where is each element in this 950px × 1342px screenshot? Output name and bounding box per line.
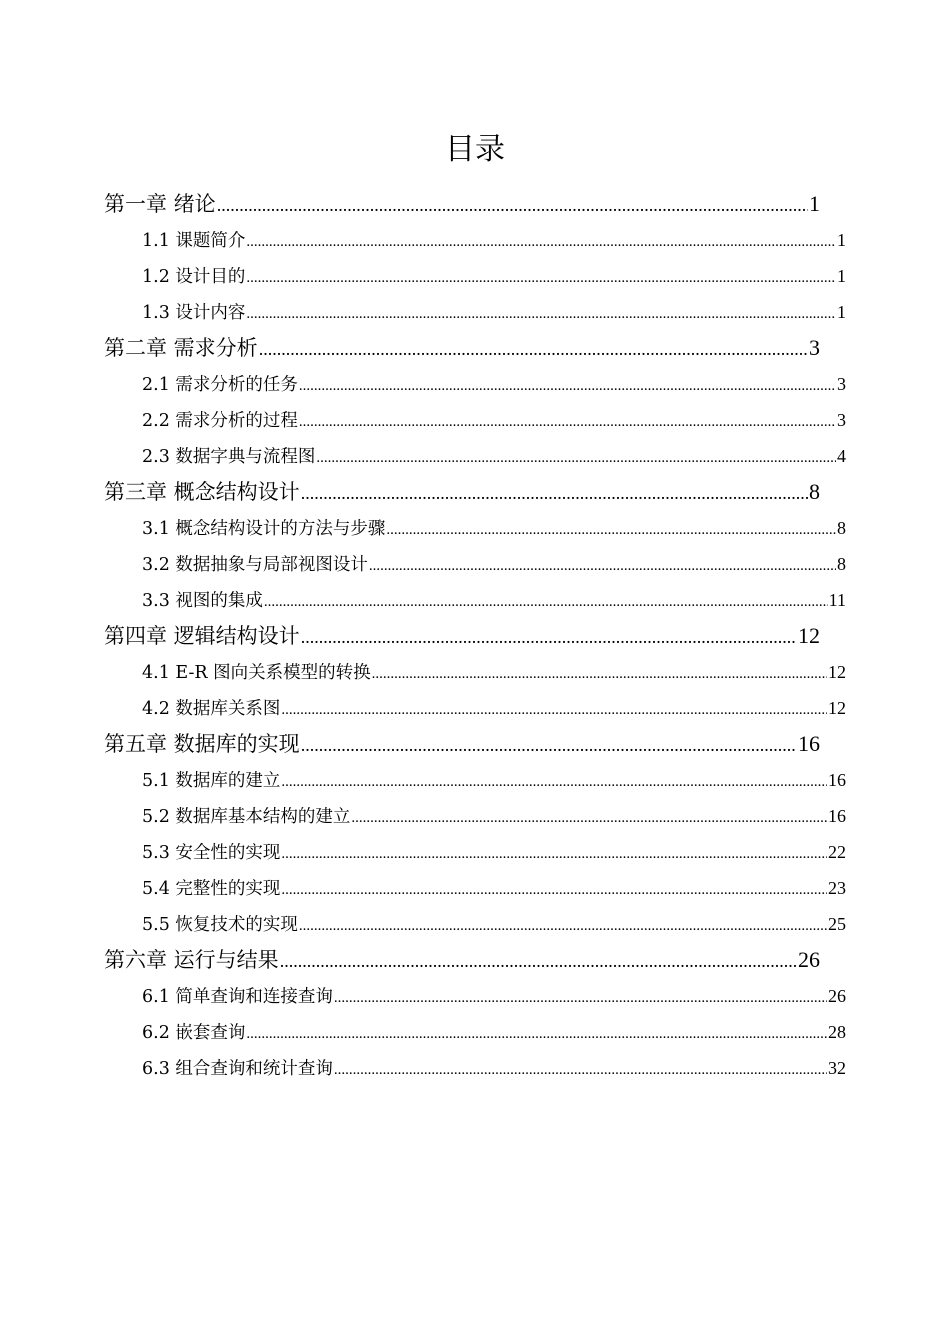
toc-chapter-entry[interactable] <box>104 330 820 366</box>
toc-section-entry[interactable] <box>142 654 846 690</box>
toc-section-entry[interactable] <box>142 510 846 546</box>
dot-leader <box>246 1016 827 1050</box>
toc-page-number: 8 <box>837 518 846 538</box>
dot-leader <box>217 187 808 222</box>
toc-page-number: 1 <box>837 302 846 322</box>
toc-page-number: 16 <box>828 770 846 790</box>
toc-section-entry[interactable] <box>142 834 846 870</box>
toc-entry-label: 第五章 数据库的实现 <box>104 732 300 756</box>
toc-entry-label: 第四章 逻辑结构设计 <box>104 624 300 648</box>
toc-chapter-entry[interactable] <box>104 942 820 978</box>
toc-entry-label: 3.2 数据抽象与局部视图设计 <box>142 555 368 575</box>
toc-section-entry[interactable] <box>142 906 846 942</box>
dot-leader <box>281 872 827 906</box>
toc-section-entry[interactable] <box>142 762 846 798</box>
toc-page-number: 23 <box>828 878 846 898</box>
toc-title: 目录 <box>445 132 505 167</box>
dot-leader <box>246 296 836 330</box>
toc-page-number: 12 <box>828 698 846 718</box>
toc-entry-label: 2.2 需求分析的过程 <box>142 411 298 431</box>
dot-leader <box>301 619 797 654</box>
toc-section-entry[interactable] <box>142 1014 846 1050</box>
toc-page-number: 8 <box>837 554 846 574</box>
toc-entry-label: 6.3 组合查询和统计查询 <box>142 1059 333 1079</box>
toc-chapter-entry[interactable] <box>104 618 820 654</box>
toc-entry-label: 5.2 数据库基本结构的建立 <box>142 807 351 827</box>
toc-page-number: 3 <box>837 410 846 430</box>
dot-leader <box>280 943 797 978</box>
toc-entry-label: 5.5 恢复技术的实现 <box>142 915 298 935</box>
toc-entry-label: 1.1 课题简介 <box>142 231 246 251</box>
toc-entry-label: 1.2 设计目的 <box>142 267 246 287</box>
dot-leader <box>316 440 836 474</box>
dot-leader <box>299 404 836 438</box>
dot-leader <box>246 224 836 258</box>
dot-leader <box>281 692 827 726</box>
toc-entry-label: 第一章 绪论 <box>104 192 216 216</box>
dot-leader <box>246 260 836 294</box>
toc-page-number: 1 <box>809 191 820 216</box>
toc-section-entry[interactable] <box>142 222 846 258</box>
toc-entry-label: 4.2 数据库关系图 <box>142 699 281 719</box>
toc-entry-label: 第三章 概念结构设计 <box>104 480 300 504</box>
toc-entry-label: 5.3 安全性的实现 <box>142 843 281 863</box>
toc-entry-label: 5.4 完整性的实现 <box>142 879 281 899</box>
toc-entry-label: 第六章 运行与结果 <box>104 948 279 972</box>
toc-page-number: 26 <box>828 986 846 1006</box>
toc-section-entry[interactable] <box>142 798 846 834</box>
table-of-contents <box>0 186 950 1086</box>
toc-page-number: 8 <box>809 479 820 504</box>
dot-leader <box>301 475 808 510</box>
toc-section-entry[interactable] <box>142 402 846 438</box>
toc-entry-label: 1.3 设计内容 <box>142 303 246 323</box>
toc-page-number: 28 <box>828 1022 846 1042</box>
dot-leader <box>334 1052 827 1086</box>
toc-section-entry[interactable] <box>142 1050 846 1086</box>
toc-section-entry[interactable] <box>142 258 846 294</box>
toc-entry-label: 3.1 概念结构设计的方法与步骤 <box>142 519 386 539</box>
toc-page-number: 12 <box>828 662 846 682</box>
toc-chapter-entry[interactable] <box>104 474 820 510</box>
dot-leader <box>334 980 827 1014</box>
toc-section-entry[interactable] <box>142 546 846 582</box>
toc-entry-label: 4.1 E-R 图向关系模型的转换 <box>142 663 371 683</box>
toc-page-number: 12 <box>798 623 820 648</box>
toc-chapter-entry[interactable] <box>104 726 820 762</box>
toc-page-number: 25 <box>828 914 846 934</box>
toc-section-entry[interactable] <box>142 438 846 474</box>
toc-entry-label: 3.3 视图的集成 <box>142 591 263 611</box>
toc-page-number: 4 <box>837 446 846 466</box>
dot-leader <box>264 584 828 618</box>
toc-entry-label: 2.1 需求分析的任务 <box>142 375 298 395</box>
dot-leader <box>369 548 836 582</box>
dot-leader <box>386 512 836 546</box>
toc-page-number: 26 <box>798 947 820 972</box>
toc-entry-label: 5.1 数据库的建立 <box>142 771 281 791</box>
toc-page-number: 16 <box>828 806 846 826</box>
toc-section-entry[interactable] <box>142 690 846 726</box>
toc-page-number: 3 <box>809 335 820 360</box>
toc-section-entry[interactable] <box>142 294 846 330</box>
toc-page-number: 3 <box>837 374 846 394</box>
dot-leader <box>372 656 827 690</box>
toc-section-entry[interactable] <box>142 582 846 618</box>
toc-chapter-entry[interactable] <box>104 186 820 222</box>
toc-entry-label: 6.1 简单查询和连接查询 <box>142 987 333 1007</box>
toc-entry-label: 6.2 嵌套查询 <box>142 1023 246 1043</box>
dot-leader <box>351 800 827 834</box>
dot-leader <box>301 727 797 762</box>
toc-page-number: 1 <box>837 266 846 286</box>
toc-page-number: 32 <box>828 1058 846 1078</box>
toc-entry-label: 第二章 需求分析 <box>104 336 258 360</box>
toc-page-number: 11 <box>828 590 846 610</box>
toc-entry-label: 2.3 数据字典与流程图 <box>142 447 316 467</box>
dot-leader <box>299 368 836 402</box>
toc-section-entry[interactable] <box>142 366 846 402</box>
dot-leader <box>299 908 827 942</box>
dot-leader <box>281 764 827 798</box>
toc-section-entry[interactable] <box>142 978 846 1014</box>
toc-page-number: 22 <box>828 842 846 862</box>
toc-section-entry[interactable] <box>142 870 846 906</box>
toc-page-number: 16 <box>798 731 820 756</box>
toc-page-number: 1 <box>837 230 846 250</box>
dot-leader <box>259 331 808 366</box>
dot-leader <box>281 836 827 870</box>
